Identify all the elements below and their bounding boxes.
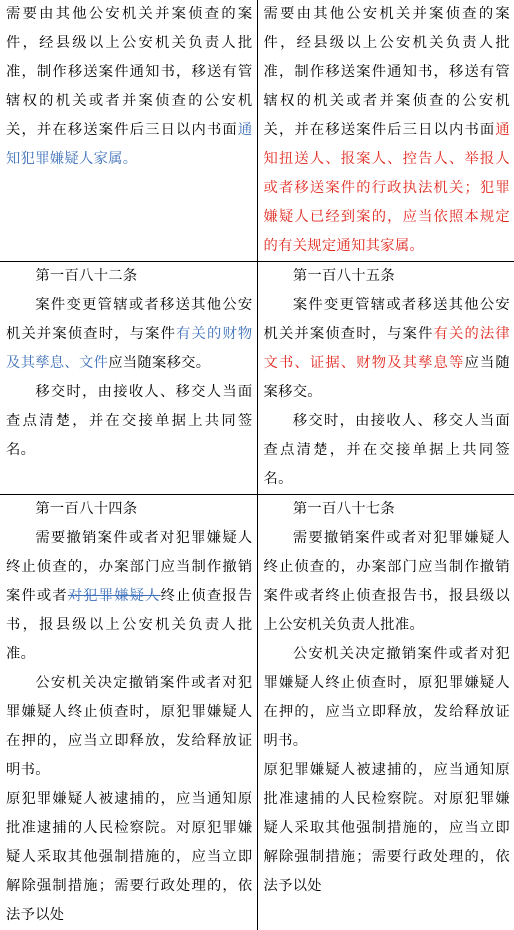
paragraph [264,0,511,261]
old-provision-cell [0,0,257,262]
paragraph: 公安机关决定撤销案件或者对犯罪嫌疑人终止侦查时，原犯罪嫌疑人在押的，应当立即释放，发给释放证明书。 [264,640,511,756]
plain-text: 案件变更管辖或者移送其他公安机关并案侦查时，与案件 [6,297,253,342]
plain-text: 需要撤销案件或者对犯罪嫌疑人终止侦查的，办案部门应当制作撤销案件或者 [6,530,253,604]
old-provision-text [6,495,253,930]
paragraph [6,291,253,378]
added-text: 通知扭送人、报案人、控告人、举报人或者移送案件的行政执法机关；犯罪嫌疑人已经到案的，应当依照本规定的有关规定通知其家属。 [264,122,511,254]
old-provision-text [6,0,253,174]
paragraph: 移交时，由接收人、移交人当面查点清楚，并在交接单据上共同签名。 [6,378,253,465]
new-provision-cell [257,495,514,930]
article-title: 第一百八十五条 [264,262,511,291]
plain-text: 应当随案移交。 [264,355,511,400]
old-provision-cell [0,495,257,930]
new-provision-text [264,495,511,901]
paragraph: 公安机关决定撤销案件或者对犯罪嫌疑人终止侦查时，原犯罪嫌疑人在押的，应当立即释放，发给释放证明书。 [6,669,253,785]
new-provision-text [264,0,511,261]
article-title: 第一百八十四条 [6,495,253,524]
plain-text: 需要由其他公安机关并案侦查的案件，经县级以上公安机关负责人批准，制作移送案件通知书，移送有管辖权的机关或者并案侦查的公安机关，并在移送案件后三日以内书面 [6,6,253,138]
plain-text: 终止侦查报告书，报县级以上公安机关负责人批准。 [6,588,253,662]
paragraph: 原犯罪嫌疑人被逮捕的，应当通知原批准逮捕的人民检察院。对原犯罪嫌疑人采取其他强制措施的，应当立即解除强制措施；需要行政处理的，依法予以处 [264,756,511,901]
old-provision-text [6,262,253,465]
added-text: 有关的法律文书、证据、财物及其孳息等 [264,326,511,371]
paragraph: 原犯罪嫌疑人被逮捕的，应当通知原批准逮捕的人民检察院。对原犯罪嫌疑人采取其他强制措施的，应当立即解除强制措施；需要行政处理的，依法予以处 [6,785,253,930]
changed-text: 有关的财物及其孳息、文件 [6,326,253,371]
paragraph [6,524,253,669]
plain-text: 需要由其他公安机关并案侦查的案件，经县级以上公安机关负责人批准，制作移送案件通知书，移送有管辖权的机关或者并案侦查的公安机关，并在移送案件后三日以内书面 [264,6,511,138]
table-row [0,0,514,262]
paragraph [6,0,253,174]
new-provision-text [264,262,511,494]
table-row [0,495,514,930]
plain-text: 案件变更管辖或者移送其他公安机关并案侦查时，与案件 [264,297,511,342]
paragraph [264,291,511,407]
article-title: 第一百八十二条 [6,262,253,291]
new-provision-cell [257,262,514,495]
old-provision-cell [0,262,257,495]
changed-text: 通知犯罪嫌疑人家属。 [6,122,253,167]
plain-text: 应当随案移交。 [108,355,210,371]
paragraph: 需要撤销案件或者对犯罪嫌疑人终止侦查的，办案部门应当制作撤销案件或者终止侦查报告书，报县级以上公安机关负责人批准。 [264,524,511,640]
paragraph: 移交时，由接收人、移交人当面查点清楚，并在交接单据上共同签名。 [264,407,511,494]
table-row [0,262,514,495]
article-title: 第一百八十七条 [264,495,511,524]
new-provision-cell [257,0,514,262]
deleted-text: 对犯罪嫌疑人 [68,588,161,604]
